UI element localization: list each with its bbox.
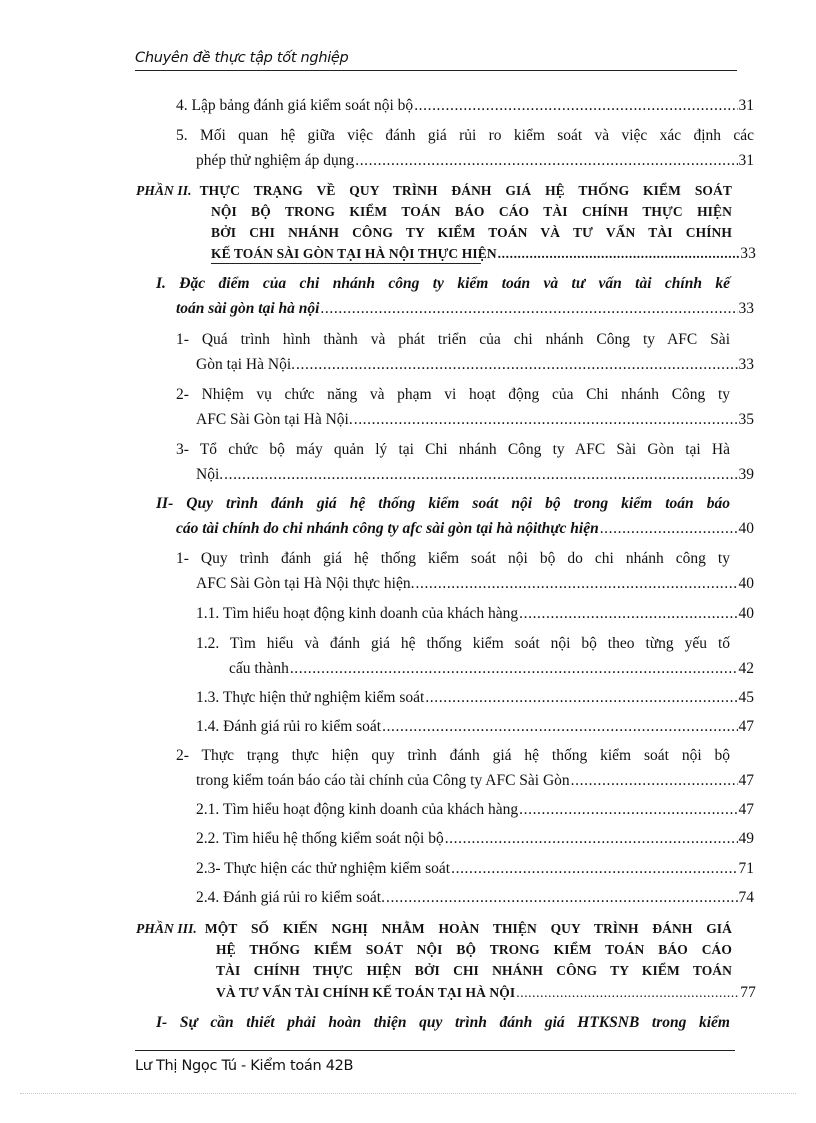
toc-part-2-line4 [211, 243, 756, 264]
leader-dots [445, 826, 738, 851]
toc-part-2-line3 [211, 222, 732, 243]
page-number: 49 [738, 830, 754, 847]
page-number: 47 [738, 801, 754, 818]
toc-entry-II1-4 [196, 714, 754, 739]
part-label: PHẦN III. [136, 921, 197, 936]
toc-entry-I1-cont [196, 352, 754, 377]
page-number: 40 [738, 520, 754, 537]
leader-dots [354, 407, 738, 432]
toc-entry-text: AFC Sài Gòn tại Hà Nội. [196, 411, 353, 428]
leader-dots [600, 516, 738, 542]
toc-section-I-cont [176, 296, 754, 322]
toc-entry-II1-2 [196, 631, 730, 656]
page-number: 47 [738, 772, 754, 789]
page-number: 45 [738, 689, 754, 706]
leader-dots [290, 656, 738, 681]
toc-entry-text: 3- Tổ chức bộ máy quản lý tại Chi nhánh Công ty AFC Sài Gòn tại Hà [176, 441, 730, 458]
toc-entry-I2-cont [196, 407, 754, 432]
part-underline [211, 263, 481, 264]
leader-dots [320, 296, 737, 322]
toc-entry-I3 [176, 437, 730, 462]
part-label: PHẦN II. [136, 183, 192, 198]
part-title-line: TÀI CHÍNH THỰC HIỆN BỞI CHI NHÁNH CÔNG TY KIỂM TOÁN [216, 963, 732, 978]
leader-dots [519, 601, 737, 626]
page-number: 47 [738, 718, 754, 735]
page-number: 33 [738, 356, 754, 373]
toc-entry-text: Gòn tại Hà Nội. [196, 356, 296, 373]
toc-part-3-line2 [216, 939, 732, 960]
toc-part-3-line4 [216, 982, 756, 1003]
leader-dots [425, 685, 737, 710]
part-title-line: THỰC TRẠNG VỀ QUY TRÌNH ĐÁNH GIÁ HỆ THỐNG KIỂM SOÁT [199, 183, 732, 198]
toc-entry-text: 2.1. Tìm hiểu hoạt động kinh doanh của khách hàng [196, 801, 519, 818]
toc-entry-5-cont [196, 148, 754, 173]
page-header: Chuyên đề thực tập tốt nghiệp [135, 50, 349, 66]
leader-dots [516, 982, 739, 1003]
toc-entry-text: 2- Nhiệm vụ chức năng và phạm vi hoạt động của Chi nhánh Công ty [176, 386, 730, 403]
part-title-line: KẾ TOÁN SÀI GÒN TẠI HÀ NỘI THỰC HIỆN [211, 246, 497, 261]
leader-dots [519, 797, 737, 822]
toc-entry-II2-4 [196, 885, 754, 910]
toc-entry-I2 [176, 382, 730, 407]
page-number: 39 [738, 466, 754, 483]
toc-entry-text: 1.4. Đánh giá rủi ro kiểm soát [196, 718, 382, 735]
toc-entry-text: 1- Quy trình đánh giá hệ thống kiểm soát nội bộ do chi nhánh công ty [176, 550, 730, 567]
leader-dots [296, 352, 737, 377]
toc-entry-II2-3 [196, 856, 754, 881]
toc-entry-I3-cont [196, 462, 754, 487]
toc-entry-II1 [176, 546, 730, 571]
toc-entry-text: AFC Sài Gòn tại Hà Nội thực hiện. [196, 575, 415, 592]
toc-entry-II2-1 [196, 797, 754, 822]
toc-entry-text: Nội. [196, 466, 224, 483]
toc-section-I [156, 271, 730, 297]
page-number: 77 [740, 984, 756, 1001]
leader-dots [414, 93, 737, 118]
page-number: 40 [738, 605, 754, 622]
toc-entry-II1-1 [196, 601, 754, 626]
toc-entry-II1-3 [196, 685, 754, 710]
page-edge-dots [20, 1093, 796, 1094]
toc-entry-4 [176, 93, 754, 118]
toc-entry-II2-2 [196, 826, 754, 851]
toc-part-2-line2 [211, 201, 732, 222]
section-title-line: cáo tài chính do chi nhánh công ty afc sài gòn tại hà nộithực hiện [176, 520, 599, 537]
leader-dots [355, 148, 737, 173]
toc-entry-II2 [176, 743, 730, 768]
toc-entry-text: 2.4. Đánh giá rủi ro kiểm soát. [196, 889, 385, 906]
toc-entry-text: trong kiểm toán báo cáo tài chính của Công ty AFC Sài Gòn [196, 772, 570, 789]
toc-entry-text: 2.2. Tìm hiểu hệ thống kiểm soát nội bộ [196, 830, 444, 847]
leader-dots [224, 462, 737, 487]
toc-entry-5 [176, 123, 754, 148]
toc-entry-II1-cont [196, 571, 754, 596]
part-title-line: NỘI BỘ TRONG KIỂM TOÁN BÁO CÁO TÀI CHÍNH THỰC HIỆN [211, 204, 732, 219]
toc-section-III-I [156, 1010, 730, 1032]
toc-entry-II1-2-cont [229, 656, 754, 681]
toc-entry-text: 2- Thực trạng thực hiện quy trình đánh giá hệ thống kiểm soát nội bộ [176, 747, 730, 764]
leader-dots [451, 856, 737, 881]
toc-entry-text: 5. Mối quan hệ giữa việc đánh giá rủi ro kiểm soát và việc xác định các [176, 127, 754, 144]
toc-entry-text: 1.2. Tìm hiểu và đánh giá hệ thống kiểm soát nội bộ theo từng yếu tố [196, 635, 730, 652]
toc-part-3 [136, 918, 732, 939]
section-title-line: II- Quy trình đánh giá hệ thống kiểm soát nội bộ trong kiểm toán báo [156, 495, 730, 512]
page-number: 31 [738, 97, 754, 114]
page-number: 35 [738, 411, 754, 428]
toc-entry-text: 1.1. Tìm hiểu hoạt động kinh doanh của khách hàng [196, 605, 519, 622]
page-number: 40 [738, 575, 754, 592]
leader-dots [416, 571, 738, 596]
page-number: 31 [738, 152, 754, 169]
footer-rule [135, 1050, 735, 1051]
page-number: 71 [738, 860, 754, 877]
page-number: 74 [738, 889, 754, 906]
section-title-line: I- Sự cần thiết phải hoàn thiện quy trình đánh giá HTKSNB trong kiểm [156, 1014, 730, 1031]
part-title-line: MỘT SỐ KIẾN NGHỊ NHẰM HOÀN THIỆN QUY TRÌNH ĐÁNH GIÁ [204, 921, 732, 936]
leader-dots [498, 243, 740, 264]
leader-dots [386, 885, 738, 910]
part-title-line: VÀ TƯ VẤN TÀI CHÍNH KẾ TOÁN TẠI HÀ NỘI [216, 985, 516, 1000]
leader-dots [382, 714, 737, 739]
toc-entry-text: phép thử nghiệm áp dụng [196, 152, 355, 169]
page-footer: Lư Thị Ngọc Tú - Kiểm toán 42B [135, 1058, 354, 1074]
page-number: 33 [740, 245, 756, 262]
toc-entry-text: 1.3. Thực hiện thử nghiệm kiểm soát [196, 689, 425, 706]
toc-part-3-line3 [216, 960, 732, 981]
toc-section-II-cont [176, 516, 754, 542]
page-number: 42 [738, 660, 754, 677]
toc-entry-text: 2.3- Thực hiện các thử nghiệm kiểm soát [196, 860, 451, 877]
page-number: 33 [738, 300, 754, 317]
toc-section-II [156, 491, 730, 517]
section-title-line: toán sài gòn tại hà nội [176, 300, 320, 317]
toc-entry-text: 4. Lập bảng đánh giá kiểm soát nội bộ [176, 97, 414, 114]
toc-entry-text: cấu thành [229, 660, 289, 677]
toc-entry-I1 [176, 327, 730, 352]
toc-entry-II2-cont [196, 768, 754, 793]
section-title-line: I. Đặc điểm của chi nhánh công ty kiểm toán và tư vấn tài chính kế [156, 275, 730, 292]
part-title-line: BỞI CHI NHÁNH CÔNG TY KIỂM TOÁN VÀ TƯ VẤN TÀI CHÍNH [211, 225, 732, 240]
leader-dots [571, 768, 738, 793]
toc-entry-text: 1- Quá trình hình thành và phát triển của chi nhánh Công ty AFC Sài [176, 331, 730, 348]
part-title-line: HỆ THỐNG KIỂM SOÁT NỘI BỘ TRONG KIỂM TOÁN BÁO CÁO [216, 942, 732, 957]
toc-part-2 [136, 180, 732, 201]
